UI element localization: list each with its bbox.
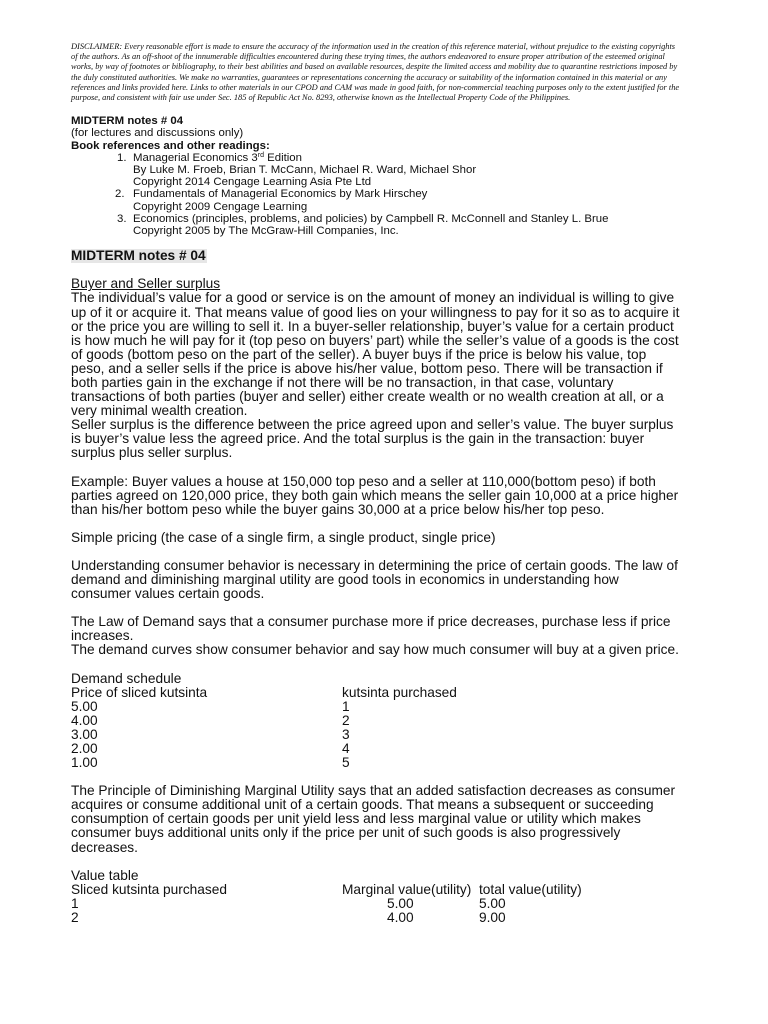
table-header: Marginal value(utility): [342, 881, 472, 897]
reference-title: Fundamentals of Managerial Economics by Mark Hirschey: [133, 188, 428, 201]
main-content: [71, 249, 681, 925]
table-cell: 1: [342, 698, 350, 714]
table-cell: 2: [71, 909, 79, 925]
reference-copyright: Copyright 2005 by The McGraw-Hill Companies, Inc.: [133, 225, 399, 238]
table-cell: 3: [342, 726, 350, 742]
table-cell: 2: [342, 712, 350, 728]
reference-authors: By Luke M. Froeb, Brian T. McCann, Michael R. Ward, Michael Shor: [133, 164, 477, 177]
table-cell: 1.00: [71, 755, 98, 771]
reference-title: Managerial Economics 3rd Edition: [133, 151, 302, 164]
reference-number: 1.: [117, 151, 127, 164]
notes-title: MIDTERM notes # 04: [71, 115, 184, 128]
reference-number: 3.: [117, 212, 127, 225]
table-header: Price of sliced kutsinta: [71, 684, 208, 700]
reference-item: [71, 213, 681, 237]
disclaimer: DISCLAIMER: Every reasonable effort is made to ensure the accuracy of the information used in the creation of this reference material, without prejudice to the existing copyrights of the authors. As an off-shoot of the innumerable difficulties encountered during these trying times, the authors endeavored to ensure proper attribution of the esteemed original works, by way of footnotes or bibliography, to their best abilities and based on available resources, despite the limited access and mobility due to quarantine restrictions imposed by the duly constituted authorities. We make no warranties, guarantees or representations concerning the accuracy or suitability of the information contained in this material or any references and links provided here. Links to other materials in our CPOD and CAM was made in good faith, for non-commercial teaching purposes only to the extent justified for the purpose, and consistent with fair use under Sec. 185 of Republic Act No. 8293, otherwise known as the Intellectual Property Code of the Philippines.: [71, 42, 680, 103]
reference-copyright: Copyright 2014 Cengage Learning Asia Pte Ltd: [133, 176, 372, 189]
table-cell: 4.00: [71, 712, 98, 728]
reference-copyright: Copyright 2009 Cengage Learning: [133, 200, 308, 213]
document-page: [71, 42, 681, 925]
main-heading: MIDTERM notes # 04: [71, 248, 206, 264]
paragraph: Seller surplus is the difference between the price agreed upon and seller’s value. The buyer surplus is buyer’s value less the agreed price. And the total surplus is the gain in the transaction: buyer surplus plus seller surplus.: [71, 417, 674, 461]
table-cell: 3.00: [71, 726, 98, 742]
table-cell: 5.00: [479, 895, 506, 911]
reference-title: Economics (principles, problems, and policies) by Campbell R. McConnell and Stanley L. Brue: [133, 212, 609, 225]
notes-subtitle: (for lectures and discussions only): [71, 127, 244, 140]
references-list: [71, 152, 681, 237]
paragraph: Simple pricing (the case of a single firm, a single product, single price): [71, 529, 496, 545]
table-header: Sliced kutsinta purchased: [71, 881, 227, 897]
paragraph: The Principle of Diminishing Marginal Utility says that an added satisfaction decreases as consumer acquires or consume additional unit of a certain goods. That means a subsequent or succeeding consumption of certain goods per unit yield less and less marginal value or utility which makes consumer buys additional units only if the price per unit of such goods is also progressively decreases.: [71, 783, 676, 855]
value-table-grid: [71, 883, 681, 925]
paragraph: The Law of Demand says that a consumer purchase more if price decreases, purchase less if price increases.: [71, 614, 671, 644]
table-header: total value(utility): [479, 881, 582, 897]
table-cell: 5: [342, 755, 350, 771]
reference-item: [71, 188, 681, 212]
paragraph: The demand curves show consumer behavior and say how much consumer will buy at a given price.: [71, 642, 679, 658]
table-cell: 9.00: [479, 909, 506, 925]
table-header: kutsinta purchased: [342, 684, 457, 700]
references-heading: Book references and other readings:: [71, 139, 270, 152]
section-title: Buyer and Seller surplus: [71, 276, 221, 292]
paragraph: The individual’s value for a good or service is on the amount of money an individual is willing to give up of it or acquire it. That means value of good lies on your willingness to pay for it so as to acquire it or the price you are willing to sell it. In a buyer-seller relationship, buyer’s value for a certain product is how much he will pay for it (top peso on buyers’ part) while the seller’s value of a goods is the cost of goods (bottom peso on the part of the seller). A buyer buys if the price is below his value, top peso, and a seller sells if the price is above his/her value, bottom peso. There will be transaction if both parties gain in the exchange if not there will be no transaction, in that case, voluntary transactions of both parties (buyer and seller) either create wealth or no wealth creation at all, or a very minimal wealth creation.: [71, 290, 680, 419]
reference-item: [71, 152, 681, 189]
notes-header: [71, 115, 681, 237]
value-table: [71, 869, 681, 925]
table-cell: 1: [71, 895, 79, 911]
table-cell: 5.00: [387, 895, 414, 911]
demand-table: [71, 686, 681, 771]
table-title: Value table: [71, 867, 139, 883]
table-cell: 5.00: [71, 698, 98, 714]
table-cell: 4: [342, 740, 350, 756]
table-cell: 4.00: [387, 909, 414, 925]
table-title: Demand schedule: [71, 670, 182, 686]
demand-schedule: [71, 672, 681, 771]
reference-number: 2.: [115, 188, 125, 201]
table-cell: 2.00: [71, 740, 98, 756]
paragraph: Example: Buyer values a house at 150,000 top peso and a seller at 110,000(bottom peso) if both parties agreed on 120,000 price, they both gain which means the seller gain 10,000 at a price higher than his/her bottom peso while the buyer gains 30,000 at a price below his/her top peso.: [71, 473, 679, 517]
paragraph: Understanding consumer behavior is necessary in determining the price of certain goods. The law of demand and diminishing marginal utility are good tools in economics in understanding how consumer values certain goods.: [71, 557, 678, 602]
